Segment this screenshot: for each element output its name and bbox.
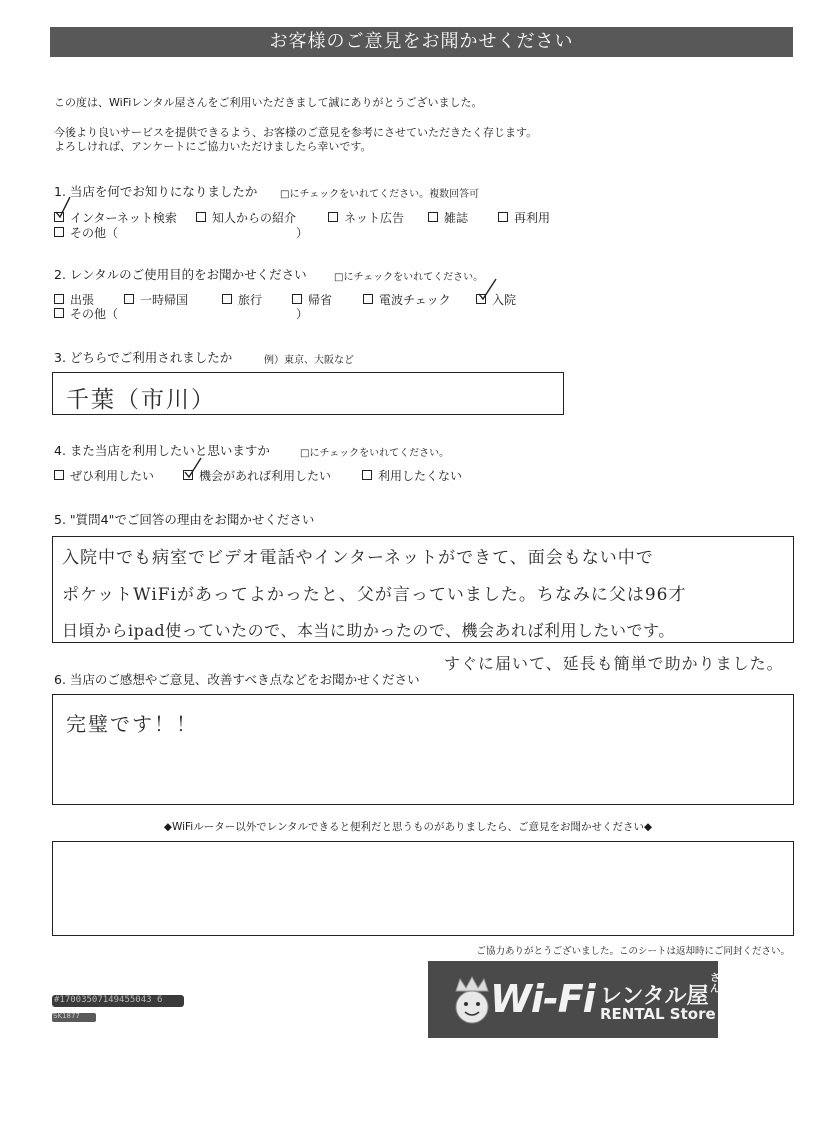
checkbox-icon[interactable] — [222, 294, 232, 304]
q1-other-label: その他（ — [70, 226, 119, 240]
q2-option-label: 出張 — [70, 293, 95, 307]
q3-answer: 千葉（市川） — [66, 387, 216, 413]
q4-option-0[interactable] — [54, 467, 154, 484]
q2-option-label: 一時帰国 — [140, 293, 189, 307]
q2-option-other[interactable] — [54, 305, 118, 322]
intro-line-2: 今後より良いサービスを提供できるよう、お客様のご意見を参考にさせていただきたく存じます。 — [54, 126, 538, 139]
q4-title: 4. また当店を利用したいと思いますか — [54, 443, 270, 458]
q2-other-label: その他（ — [70, 307, 119, 321]
checkbox-icon[interactable] — [54, 294, 64, 304]
q1-option-label: ネット広告 — [344, 211, 405, 225]
q1-option-label: インターネット検索 — [70, 211, 177, 225]
q1-option-label: 知人からの紹介 — [212, 211, 297, 225]
q2-title: 2. レンタルのご使用目的をお聞かせください — [54, 267, 307, 282]
q3-title: 3. どちらでご利用されましたか — [54, 350, 233, 365]
logo-jp-text: レンタル屋 — [600, 984, 709, 1009]
q2-option-label: 帰省 — [308, 293, 333, 307]
brand-logo — [428, 961, 718, 1038]
q1-option-other[interactable] — [54, 224, 118, 241]
q6-answer: 完璧です！！ — [66, 712, 198, 736]
q4-option-2[interactable] — [362, 467, 462, 484]
checkbox-icon[interactable] — [54, 308, 64, 318]
q4-option-label: ぜひ利用したい — [70, 469, 155, 483]
q1-option-1[interactable] — [196, 209, 296, 226]
checkbox-icon[interactable] — [196, 212, 206, 222]
footer-thanks: ご協力ありがとうございました。このシートは返却時にご同封ください。 — [476, 946, 790, 957]
q1-note: □にチェックをいれてください。複数回答可 — [280, 189, 480, 200]
checkbox-icon[interactable] — [363, 294, 373, 304]
checkbox-icon[interactable] — [54, 470, 64, 480]
q5-title: 5. "質問4"でご回答の理由をお聞かせください — [54, 512, 315, 527]
q2-option-label: 旅行 — [238, 293, 263, 307]
checkbox-icon[interactable] — [498, 212, 508, 222]
checkmark-icon — [474, 276, 500, 302]
logo-san-text: さん — [710, 973, 720, 995]
q5-answer-line-3: 日頃からipad使っていたので、本当に助かったので、機会あれば利用したいです。 — [62, 621, 675, 640]
q1-option-4[interactable] — [498, 209, 550, 226]
footer-code-2: SK1877 — [53, 1012, 80, 1020]
checkbox-icon[interactable] — [124, 294, 134, 304]
checkbox-icon[interactable] — [362, 470, 372, 480]
q3-note: 例）東京、大阪など — [264, 355, 354, 366]
q2-option-label: 電波チェック — [379, 293, 451, 307]
intro-line-1: この度は、WiFiレンタル屋さんをご利用いただきまして誠にありがとうございました。 — [54, 96, 483, 109]
q6-title: 6. 当店のご感想やご意見、改善すべき点などをお聞かせください — [54, 672, 420, 687]
q2-option-2[interactable] — [222, 291, 262, 308]
checkbox-icon[interactable] — [328, 212, 338, 222]
q5-answer-overflow: すぐに届いて、延長も簡単で助かりました。 — [444, 654, 784, 673]
q2-option-1[interactable] — [124, 291, 188, 308]
checkmark-icon — [181, 456, 207, 480]
q2-option-label: 入院 — [492, 293, 517, 307]
q7-title: ◆WiFiルーター以外でレンタルできると便利だと思うものがありましたら、ご意見をお聞かせください◆ — [163, 821, 653, 833]
q4-option-label: 利用したくない — [378, 469, 463, 483]
intro-line-3: よろしければ、アンケートにご協力いただけましたら幸いです。 — [54, 140, 372, 153]
checkbox-icon[interactable] — [292, 294, 302, 304]
q1-title: 1. 当店を何でお知りになりましたか — [54, 184, 258, 199]
q1-option-label: 再利用 — [514, 211, 551, 225]
checkbox-icon[interactable] — [428, 212, 438, 222]
logo-en-text: RENTAL Store — [600, 1005, 716, 1023]
q5-answer-line-1: 入院中でも病室でビデオ電話やインターネットができて、面会もない中で — [62, 548, 654, 568]
q2-option-4[interactable] — [363, 291, 451, 308]
q1-other-close: ） — [296, 226, 309, 240]
q1-option-label: 雑誌 — [444, 211, 469, 225]
q4-note: □にチェックをいれてください。 — [300, 448, 450, 459]
q1-option-2[interactable] — [328, 209, 404, 226]
q2-other-close: ） — [296, 307, 309, 321]
checkmark-icon — [52, 194, 74, 220]
footer-code-1: #17003507149455043 6 — [54, 995, 163, 1005]
q7-answer-field[interactable] — [52, 841, 794, 936]
q4-option-label: 機会があれば利用したい — [199, 469, 332, 483]
page-title: お客様のご意見をお聞かせください — [50, 27, 793, 57]
logo-wifi-text: Wi-Fi — [490, 977, 595, 1021]
checkbox-icon[interactable] — [54, 227, 64, 237]
q2-note: □にチェックをいれてください。 — [334, 272, 484, 283]
q1-option-3[interactable] — [428, 209, 468, 226]
q5-answer-line-2: ポケットWiFiがあってよかったと、父が言っていました。ちなみに父は96才 — [62, 585, 687, 605]
